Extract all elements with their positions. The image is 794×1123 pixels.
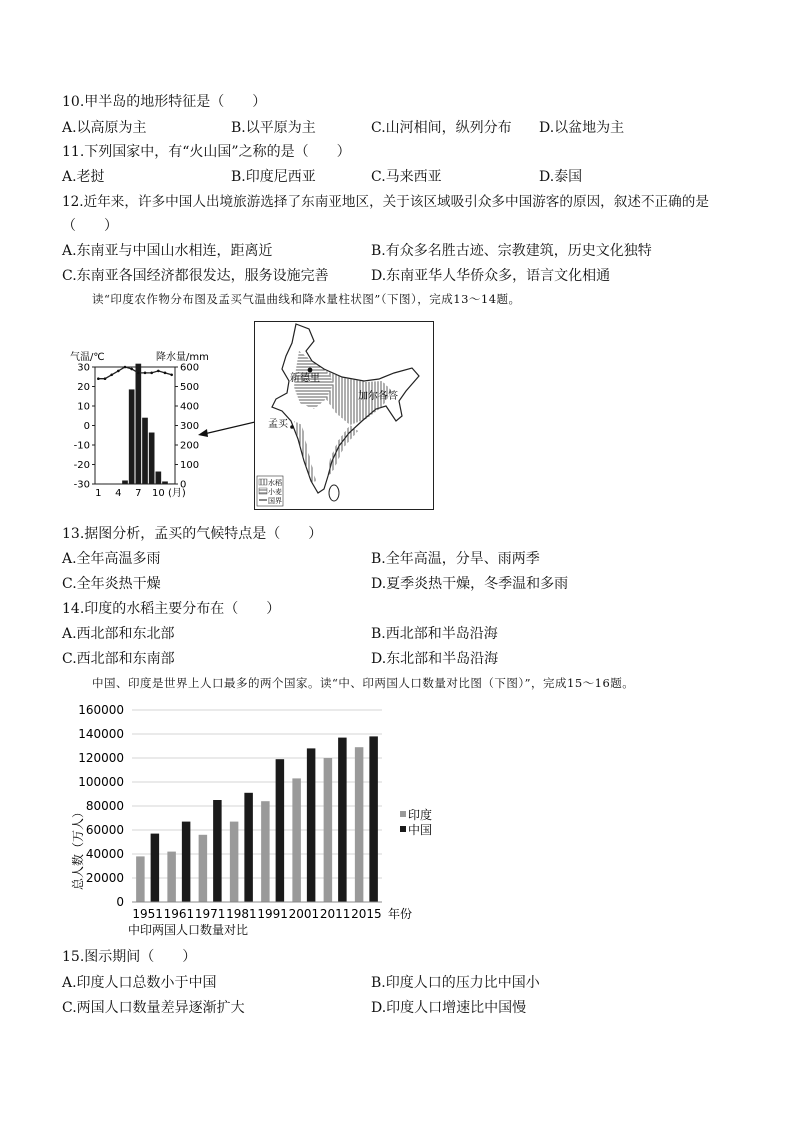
- precip-bar: [142, 418, 148, 484]
- q12-option-a[interactable]: A.东南亚与中国山水相连，距离近: [62, 243, 273, 259]
- q14-option-b[interactable]: B.西北部和半岛沿海: [371, 626, 498, 642]
- y-tick-label: 140000: [78, 727, 124, 741]
- q11-option-b[interactable]: B.印度尼西亚: [231, 169, 316, 185]
- city-kolkata: 加尔各答: [358, 391, 398, 402]
- china-bar: [244, 793, 253, 902]
- x-tick-label: 2015: [351, 907, 382, 921]
- temp-tick-label: -30: [73, 479, 90, 491]
- q12-option-c[interactable]: C.东南亚各国经济都很发达，服务设施完善: [62, 268, 329, 284]
- delhi-marker: [308, 368, 313, 373]
- x-tick-label: 1961: [163, 907, 195, 921]
- q15-option-a[interactable]: A.印度人口总数小于中国: [62, 975, 217, 991]
- q13-stem: 13.据图分析，孟买的气候特点是（ ）: [62, 526, 323, 542]
- temp-point: [130, 368, 133, 371]
- india-bar: [324, 758, 333, 902]
- china-bar: [182, 822, 191, 902]
- y-tick-label: 40000: [85, 847, 124, 861]
- q15-option-b[interactable]: B.印度人口的压力比中国小: [371, 975, 540, 991]
- month-tick-label: 1: [95, 488, 102, 499]
- x-tick-label: 1981: [226, 907, 257, 921]
- intro-population: 中国、印度是世界上人口最多的两个国家。读“中、印两国人口数量对比图（下图）”，完成15～16题。: [92, 676, 635, 690]
- y-tick-label: 120000: [78, 751, 124, 765]
- temp-point: [104, 377, 107, 380]
- x-axis-unit: 年份: [388, 907, 413, 921]
- temp-point: [124, 366, 127, 369]
- q10-stem: 10.甲半岛的地形特征是（ ）: [62, 94, 267, 110]
- temp-point: [137, 372, 140, 375]
- legend-india-swatch: [400, 811, 406, 817]
- intro-india: 读“印度农作物分布图及孟买气温曲线和降水量柱状图”（下图），完成13～14题。: [92, 292, 521, 306]
- x-tick-label: 1991: [257, 907, 288, 921]
- temp-tick-label: 10: [77, 401, 90, 413]
- temp-tick-label: 30: [77, 362, 90, 374]
- temp-point: [144, 372, 147, 375]
- india-bar: [136, 856, 145, 902]
- india-bar: [261, 801, 270, 902]
- x-tick-label: 2001: [288, 907, 320, 921]
- legend-rice-swatch: [259, 479, 267, 485]
- q10-option-a[interactable]: A.以高原为主: [62, 120, 147, 136]
- temp-tick-label: -20: [73, 460, 90, 471]
- temp-point: [170, 374, 173, 377]
- precip-bar: [149, 433, 155, 484]
- precip-tick-label: 100: [180, 460, 200, 471]
- q15-option-d[interactable]: D.印度人口增速比中国慢: [371, 1000, 527, 1016]
- climate-chart: [60, 345, 210, 505]
- precip-bar: [129, 389, 135, 484]
- precip-tick-label: 400: [180, 401, 200, 413]
- temp-point: [164, 372, 167, 375]
- y-tick-label: 100000: [78, 775, 124, 789]
- x-tick-label: 1971: [194, 907, 226, 921]
- population-bar-chart: [62, 698, 442, 940]
- precip-tick-label: 600: [180, 362, 200, 374]
- q13-option-c[interactable]: C.全年炎热干燥: [62, 576, 161, 592]
- precip-bar: [162, 481, 168, 484]
- chart-title: 中印两国人口数量对比: [128, 923, 249, 937]
- q11-option-c[interactable]: C.马来西亚: [371, 169, 442, 185]
- temp-point: [117, 370, 120, 373]
- month-tick-label: 10: [151, 488, 165, 499]
- temperature-curve: [98, 367, 171, 379]
- mumbai-marker: [290, 425, 294, 429]
- india-bar: [167, 852, 176, 902]
- q10-option-b[interactable]: B.以平原为主: [231, 120, 316, 136]
- q13-option-a[interactable]: A.全年高温多雨: [62, 551, 161, 567]
- china-bar: [213, 800, 222, 902]
- temp-point: [110, 374, 113, 377]
- precip-axis-label: 降水量/mm: [156, 352, 209, 363]
- precip-tick-label: 500: [180, 382, 200, 393]
- precip-bar: [136, 364, 142, 484]
- month-tick-label: 4: [115, 488, 122, 499]
- month-tick-label: 7: [135, 488, 142, 499]
- q12-option-d[interactable]: D.东南亚华人华侨众多，语言文化相通: [371, 268, 611, 284]
- legend-china-swatch: [400, 826, 406, 832]
- temp-point: [150, 372, 153, 375]
- q14-stem: 14.印度的水稻主要分布在（ ）: [62, 601, 281, 617]
- legend-china: 中国: [408, 823, 433, 837]
- q11-stem: 11.下列国家中，有“火山国”之称的是（ ）: [62, 144, 351, 160]
- legend-wheat-swatch: [259, 488, 267, 494]
- climate-plot-frame: [95, 367, 175, 484]
- china-bar: [276, 759, 285, 902]
- legend-rice: 水稻: [268, 479, 282, 487]
- q15-stem: 15.图示期间（ ）: [62, 949, 197, 965]
- precip-bar: [169, 483, 175, 484]
- temp-tick-label: -10: [73, 440, 90, 452]
- month-unit-label: (月): [168, 488, 186, 499]
- city-delhi: 新德里: [290, 373, 320, 384]
- india-bar: [292, 778, 301, 902]
- china-bar: [369, 736, 378, 902]
- q11-option-d[interactable]: D.泰国: [539, 169, 583, 185]
- q13-option-d[interactable]: D.夏季炎热干燥，冬季温和多雨: [371, 576, 569, 592]
- temp-tick-label: 0: [83, 421, 90, 432]
- temp-point: [97, 377, 100, 380]
- x-tick-label: 1951: [132, 907, 163, 921]
- legend-wheat: 小麦: [268, 488, 282, 496]
- q12-option-b[interactable]: B.有众多名胜古迹、宗教建筑，历史文化独特: [371, 243, 652, 259]
- precip-tick-label: 0: [180, 479, 187, 491]
- precip-bar: [122, 480, 128, 484]
- india-bar: [355, 747, 364, 902]
- china-bar: [338, 738, 347, 902]
- city-mumbai: 孟买: [268, 419, 288, 430]
- china-bar: [151, 834, 160, 902]
- sri-lanka: [329, 485, 339, 501]
- precip-tick-label: 300: [180, 421, 200, 432]
- q10-option-c[interactable]: C.山河相间，纵列分布: [371, 120, 512, 136]
- y-tick-label: 20000: [85, 871, 124, 885]
- y-tick-label: 80000: [85, 799, 124, 813]
- india-map: [254, 321, 434, 510]
- y-tick-label: 0: [116, 895, 124, 909]
- y-tick-label: 160000: [78, 703, 124, 717]
- legend-border: 国界: [268, 497, 282, 505]
- q14-option-c[interactable]: C.西北部和东南部: [62, 651, 175, 667]
- temp-point: [157, 370, 160, 373]
- india-bar: [199, 835, 208, 902]
- china-bar: [307, 748, 316, 902]
- q15-option-c[interactable]: C.两国人口数量差异逐渐扩大: [62, 1000, 245, 1016]
- legend-india: 印度: [408, 808, 433, 822]
- precip-bar: [156, 472, 162, 484]
- q10-option-d[interactable]: D.以盆地为主: [539, 120, 625, 136]
- temp-axis-label: 气温/℃: [70, 352, 105, 363]
- temp-tick-label: 20: [77, 382, 90, 393]
- q14-option-a[interactable]: A.西北部和东北部: [62, 626, 175, 642]
- q11-option-a[interactable]: A.老挝: [62, 169, 105, 185]
- q12-stem-paren: （ ）: [62, 218, 118, 234]
- x-tick-label: 2011: [319, 907, 351, 921]
- q13-option-b[interactable]: B.全年高温，分旱、雨两季: [371, 551, 540, 567]
- india-bar: [230, 822, 239, 902]
- q12-stem: 12.近年来，许多中国人出境旅游选择了东南亚地区，关于该区域吸引众多中国游客的原因，叙述不正确的是: [62, 194, 709, 210]
- q14-option-d[interactable]: D.东北部和半岛沿海: [371, 651, 499, 667]
- y-tick-label: 60000: [85, 823, 124, 837]
- y-axis-title: 总人数（万人）: [71, 805, 85, 891]
- precip-tick-label: 200: [180, 440, 200, 452]
